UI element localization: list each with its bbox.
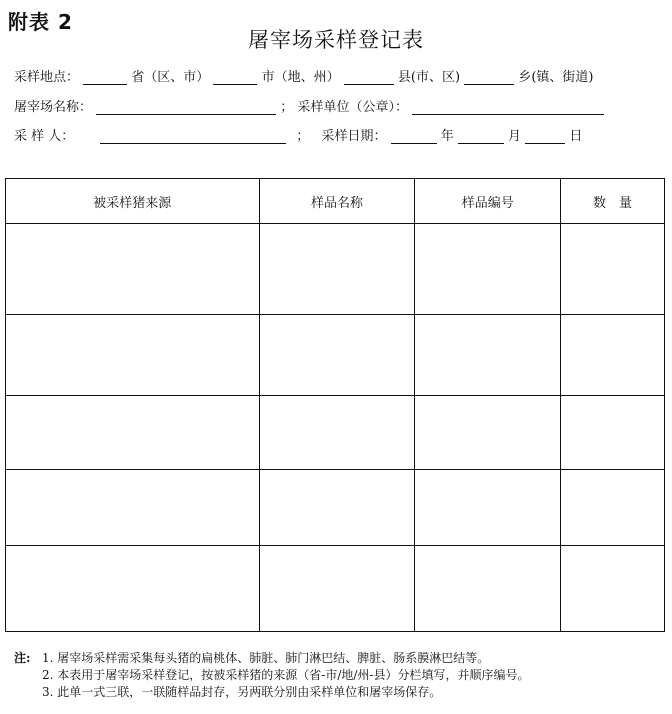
year-blank[interactable] [391,129,437,144]
sampler-blank[interactable] [100,129,286,144]
unit-blank[interactable] [412,100,604,115]
city-suffix: 市（地、州） [261,70,340,85]
note-item: 3. 此单一式三联，一联随样品封存，另两联分别由采样单位和屠宰场保存。 [42,685,442,699]
separator: ； [280,100,294,115]
note-item: 1. 屠宰场采样需采集每头猪的扁桃体、肺脏、肺门淋巴结、脾脏、肠系膜淋巴结等。 [42,651,490,665]
date-label: 采样日期： [321,129,387,144]
sampler-label: 采 样 人： [14,129,75,144]
table-row [6,546,665,632]
cell-sample-number[interactable] [415,470,561,546]
cell-sample-name[interactable] [259,396,415,470]
location-label: 采样地点： [14,70,80,85]
month-label: 月 [508,129,522,144]
unit-label: 采样单位（公章）： [297,100,408,115]
table-row [6,315,665,396]
province-blank[interactable] [83,70,127,85]
cell-quantity[interactable] [561,396,665,470]
appendix-label: 附表 2 [8,10,73,34]
county-suffix: 县(市、区) [397,70,461,85]
header-quantity: 数 量 [561,179,665,224]
cell-sample-name[interactable] [259,546,415,632]
cell-sample-number[interactable] [415,546,561,632]
province-suffix: 省（区、市） [131,70,210,85]
cell-pig-source[interactable] [6,315,260,396]
cell-sample-name[interactable] [259,315,415,396]
day-blank[interactable] [525,129,565,144]
city-blank[interactable] [213,70,257,85]
county-blank[interactable] [344,70,394,85]
table-row [6,470,665,546]
slaughterhouse-label: 屠宰场名称： [14,100,93,115]
cell-quantity[interactable] [561,224,665,315]
town-suffix: 乡(镇、街道) [518,70,594,85]
header-pig-source: 被采样猪来源 [6,179,260,224]
cell-quantity[interactable] [561,546,665,632]
cell-sample-number[interactable] [415,396,561,470]
cell-sample-number[interactable] [415,315,561,396]
slaughterhouse-row [14,96,604,115]
table-header-row [6,179,665,224]
note-item: 2. 本表用于屠宰场采样登记，按被采样猪的来源（省-市/地/州-县）分栏填写，并顺序编号。 [42,668,530,682]
header-sample-name: 样品名称 [259,179,415,224]
notes-label: 注: [14,651,31,665]
year-label: 年 [440,129,454,144]
notes-section [14,650,529,701]
town-blank[interactable] [464,70,514,85]
form-title: 屠宰场采样登记表 [248,28,424,52]
cell-sample-number[interactable] [415,224,561,315]
sampler-row [14,125,582,144]
month-blank[interactable] [458,129,504,144]
cell-pig-source[interactable] [6,224,260,315]
table-row [6,396,665,470]
cell-quantity[interactable] [561,470,665,546]
cell-sample-name[interactable] [259,224,415,315]
header-sample-number: 样品编号 [415,179,561,224]
cell-sample-name[interactable] [259,470,415,546]
sampling-table [5,178,665,632]
notes-list [14,650,529,701]
cell-quantity[interactable] [561,315,665,396]
day-label: 日 [569,129,583,144]
separator: ； [296,129,310,144]
cell-pig-source[interactable] [6,396,260,470]
cell-pig-source[interactable] [6,470,260,546]
cell-pig-source[interactable] [6,546,260,632]
slaughterhouse-blank[interactable] [96,100,276,115]
location-row [14,66,593,85]
table-row [6,224,665,315]
